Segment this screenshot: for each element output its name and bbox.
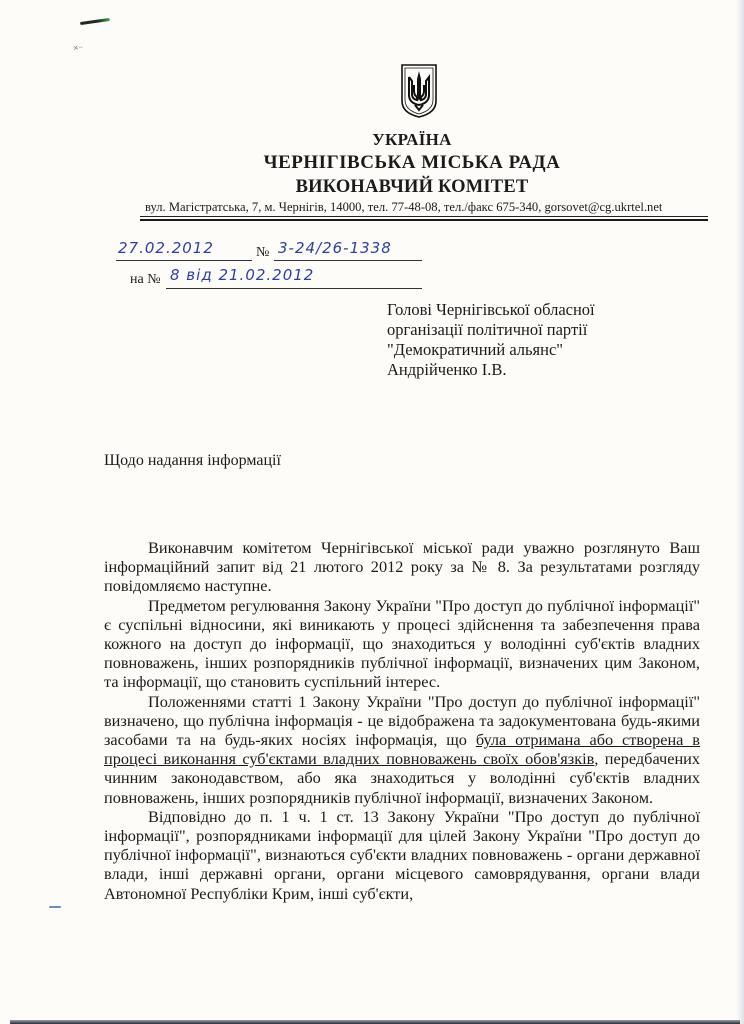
number-underline	[274, 260, 422, 261]
outgoing-number: 3-24/26-1338	[278, 239, 392, 257]
scan-edge-bottom	[10, 1020, 740, 1024]
letter-body	[104, 538, 700, 903]
committee-title: ВИКОНАВЧИЙ КОМІТЕТ	[295, 177, 529, 197]
paragraph-3-underlined-text: була отримана або створена в процесі виконання суб'єктами владних повноважень своїх обов'язків	[104, 730, 700, 769]
addressee-line: Голові Чернігівської обласної	[387, 300, 595, 319]
number-label: №	[256, 245, 270, 260]
reply-reference: 8 від 21.02.2012	[170, 266, 315, 284]
country-title: УКРАЇНА	[372, 130, 452, 149]
reply-label: на №	[130, 272, 161, 287]
addressee-line: організації політичної партії	[387, 320, 588, 339]
addressee-line: Андрійченко І.В.	[387, 360, 507, 379]
date-underline	[116, 260, 252, 261]
outgoing-date: 27.02.2012	[118, 239, 214, 257]
pen-mark	[80, 18, 110, 25]
body-paragraph-1: Виконавчим комітетом Чернігівської міської ради уважно розглянуто Ваш інформаційний запит від 21 лютого 2012 року за № 8. За результатами розгляду повідомляємо наступне.	[104, 538, 700, 596]
margin-pen-mark	[49, 906, 61, 908]
body-paragraph-2: Предметом регулювання Закону України "Про доступ до публічної інформації" є суспільні відносини, які виникають у процесі здійснення та забезпечення права кожного на доступ до інформації, що знаходиться у володінні суб'єктів владних повноважень, інших розпорядників публічної інформації, визначених цим Законом, та інформації, що становить суспільний інтерес.	[104, 595, 700, 692]
letter-subject: Щодо надання інформації	[104, 452, 281, 469]
paragraph-3-text-end: , передбачених чинним законодавством, або яка знаходиться у володінні суб'єктів владних повноважень, інших розпорядників публічної інформації, визначених Законом.	[104, 749, 701, 807]
body-paragraph-4: Відповідно до п. 1 ч. 1 ст. 13 Закону України "Про доступ до публічної інформації", розпорядниками інформації для цілей Закону України "Про доступ до публічної інформації", визнаються суб'єкти владних повноважень - органи державної влади, інші державні органи, органи місцевого самоврядування, органи влади Автономної Республіки Крим, інші суб'єкти,	[104, 806, 700, 903]
council-title: ЧЕРНІГІВСЬКА МІСЬКА РАДА	[263, 152, 561, 173]
trident-coat-of-arms-icon	[400, 63, 438, 119]
letterhead-address: вул. Магістратська, 7, м. Чернігів, 14000, тел. 77-48-08, тел./факс 675-340, gorsovet@cg.ukrtel.net	[145, 200, 663, 214]
addressee-line: "Демократичний альянс"	[387, 340, 564, 359]
letterhead-divider-thin	[140, 216, 708, 217]
body-paragraph-3	[104, 692, 700, 807]
letterhead-divider-thick	[140, 219, 708, 221]
paragraph-3-text-start: Положеннями статті 1 Закону України "Про доступ до публічної інформації" визначено, що публічна інформація - це відображена та задокументована будь-якими засобами та на будь-яких носіях інформація, що	[104, 691, 700, 750]
addressee-block	[387, 300, 595, 380]
reply-underline	[166, 288, 422, 289]
stray-mark: ✕~	[72, 43, 84, 53]
